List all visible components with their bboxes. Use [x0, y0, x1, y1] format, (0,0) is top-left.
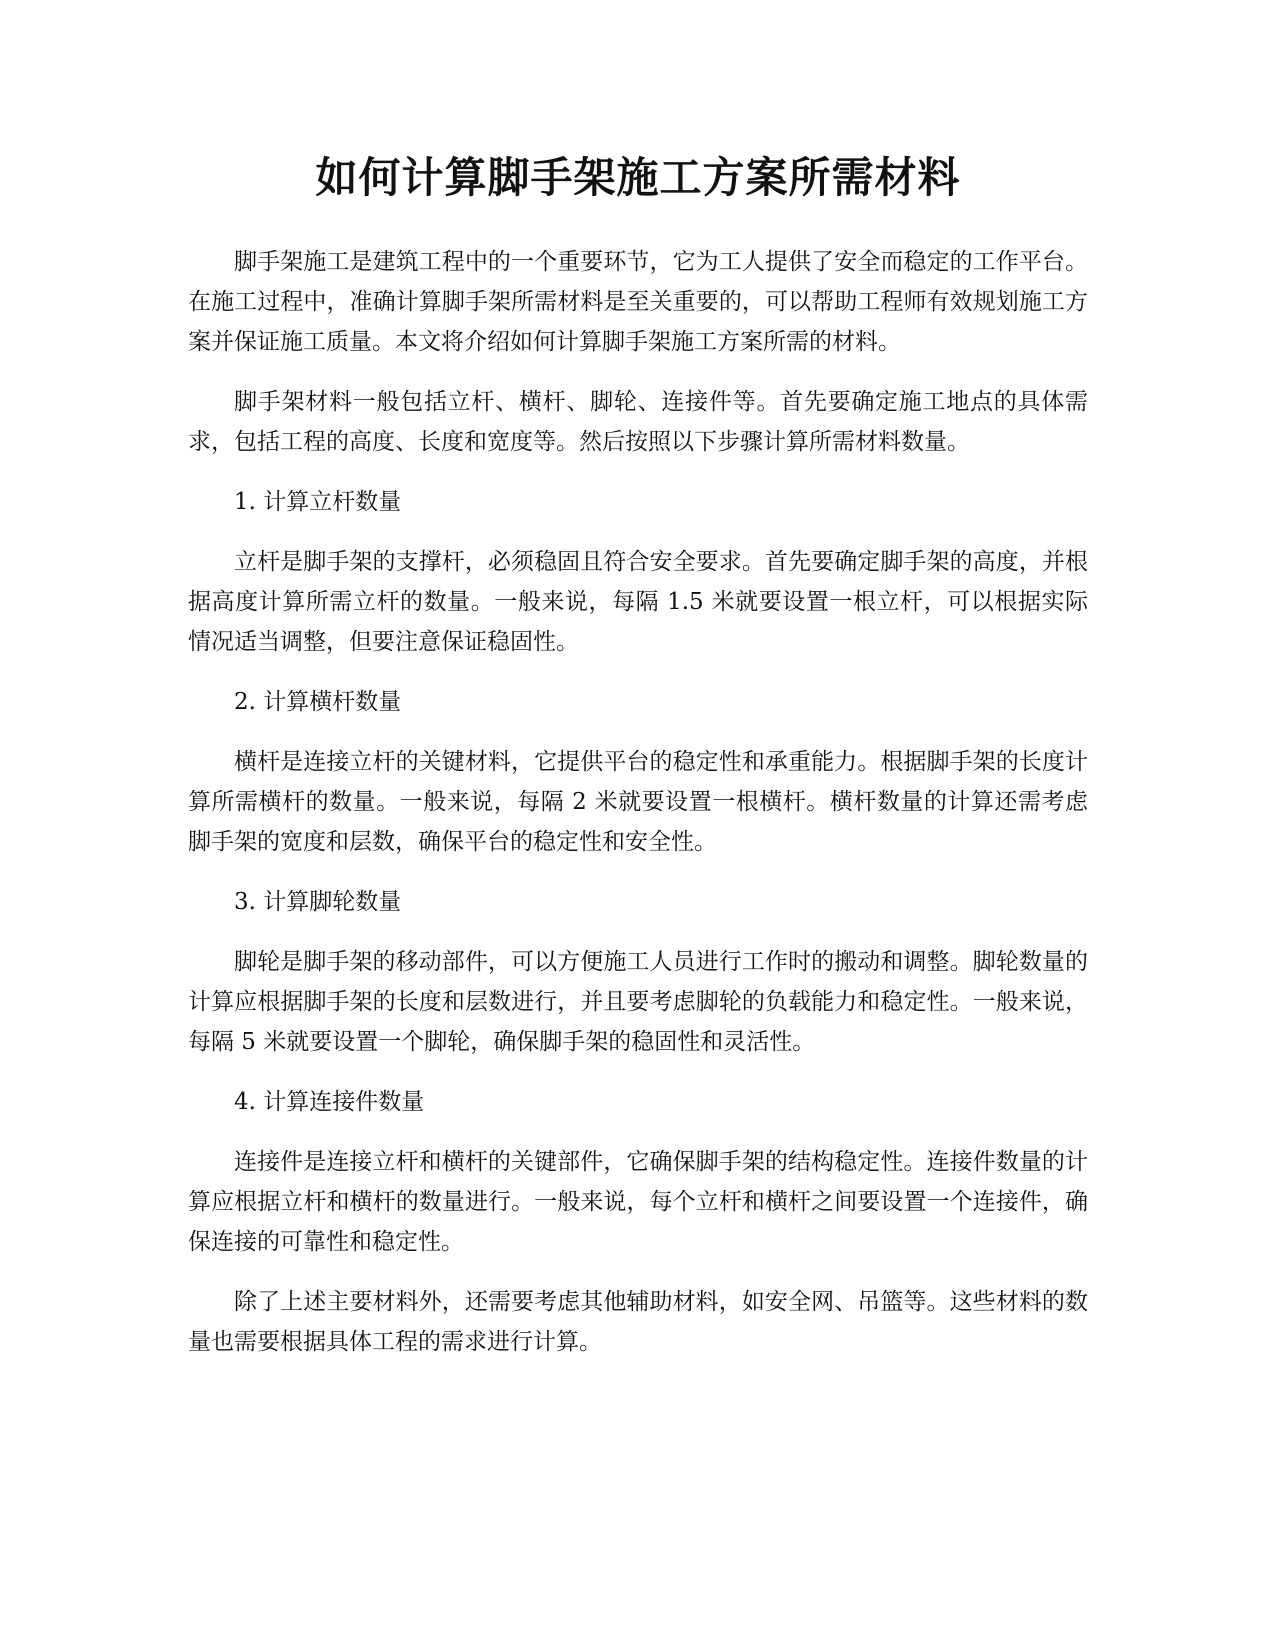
- document-body: [188, 242, 1088, 1382]
- section-heading-crossbars: 2. 计算横杆数量: [234, 689, 402, 715]
- section-heading-poles: 1. 计算立杆数量: [234, 489, 402, 515]
- closing-paragraph: 除了上述主要材料外，还需要考虑其他辅助材料，如安全网、吊篮等。这些材料的数量也需要根据具体工程的需求进行计算。: [188, 1289, 1088, 1355]
- section-heading-connectors: 4. 计算连接件数量: [234, 1089, 425, 1115]
- section-text-crossbars: 横杆是连接立杆的关键材料，它提供平台的稳定性和承重能力。根据脚手架的长度计算所需横杆的数量。一般来说，每隔 2 米就要设置一根横杆。横杆数量的计算还需考虑脚手架的宽度和层数，确保平台的稳定性和安全性。: [188, 749, 1088, 855]
- section-text-casters: 脚轮是脚手架的移动部件，可以方便施工人员进行工作时的搬动和调整。脚轮数量的计算应根据脚手架的长度和层数进行，并且要考虑脚轮的负载能力和稳定性。一般来说，每隔 5 米就要设置一个脚轮，确保脚手架的稳固性和灵活性。: [188, 949, 1088, 1055]
- section-text-poles: 立杆是脚手架的支撑杆，必须稳固且符合安全要求。首先要确定脚手架的高度，并根据高度计算所需立杆的数量。一般来说，每隔 1.5 米就要设置一根立杆，可以根据实际情况适当调整，但要注意保证稳固性。: [188, 549, 1088, 655]
- materials-overview-paragraph: 脚手架材料一般包括立杆、横杆、脚轮、连接件等。首先要确定施工地点的具体需求，包括工程的高度、长度和宽度等。然后按照以下步骤计算所需材料数量。: [188, 389, 1088, 455]
- section-heading-casters: 3. 计算脚轮数量: [234, 889, 402, 915]
- intro-paragraph: 脚手架施工是建筑工程中的一个重要环节，它为工人提供了安全而稳定的工作平台。在施工过程中，准确计算脚手架所需材料是至关重要的，可以帮助工程师有效规划施工方案并保证施工质量。本文将介绍如何计算脚手架施工方案所需的材料。: [188, 249, 1088, 355]
- section-text-connectors: 连接件是连接立杆和横杆的关键部件，它确保脚手架的结构稳定性。连接件数量的计算应根据立杆和横杆的数量进行。一般来说，每个立杆和横杆之间要设置一个连接件，确保连接的可靠性和稳定性。: [188, 1149, 1088, 1255]
- document-title: 如何计算脚手架施工方案所需材料: [315, 153, 961, 202]
